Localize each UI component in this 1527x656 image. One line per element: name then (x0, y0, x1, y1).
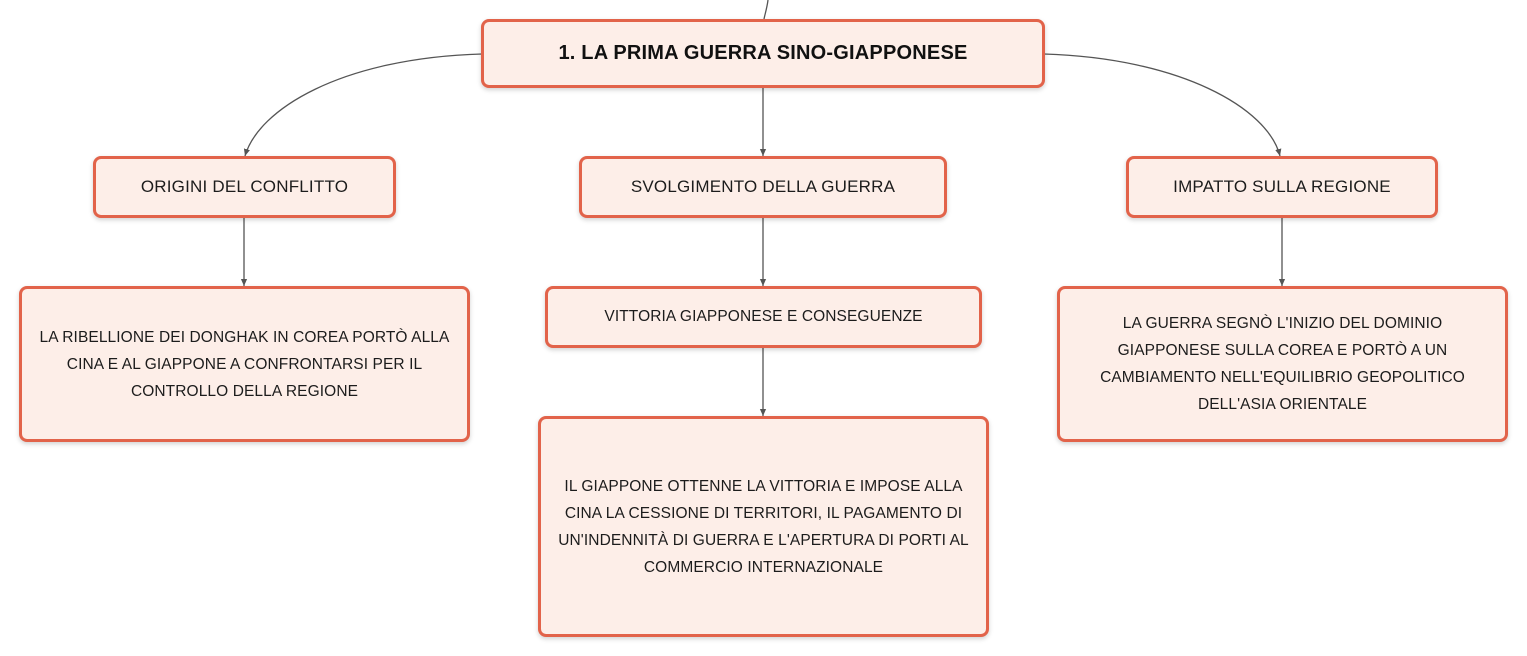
branch-node-label: SVOLGIMENTO DELLA GUERRA (630, 177, 896, 196)
branch-node-impatto[interactable] (1126, 156, 1438, 218)
detail-node-text: LA RIBELLIONE DEI DONGHAK IN COREA PORTÒ ALLA CINA E AL GIAPPONE A CONFRONTARSI PER IL CONTROLLO DELLA REGIONE (39, 328, 450, 400)
sub-node-label: VITTORIA GIAPPONESE E CONSEGUENZE (604, 308, 923, 325)
detail-node-origini[interactable] (19, 286, 470, 442)
connector-parent-to-root (764, 0, 768, 19)
connector-root-to-impatto (1044, 54, 1280, 156)
branch-node-origini[interactable] (93, 156, 396, 218)
detail-node-svolgimento[interactable] (538, 416, 989, 637)
branch-node-svolgimento[interactable] (579, 156, 947, 218)
root-node[interactable] (481, 19, 1045, 88)
detail-node-impatto[interactable] (1057, 286, 1508, 442)
branch-node-label: IMPATTO SULLA REGIONE (1173, 177, 1391, 196)
root-node-label: 1. LA PRIMA GUERRA SINO-GIAPPONESE (558, 42, 968, 64)
branch-node-label: ORIGINI DEL CONFLITTO (140, 177, 349, 196)
detail-node-text: IL GIAPPONE OTTENNE LA VITTORIA E IMPOSE ALLA CINA LA CESSIONE DI TERRITORI, IL PAGAMENTO DI UN'INDENNITÀ DI GUERRA E L'APERTURA DI PORTI AL COMMERCIO INTERNAZIONALE (558, 477, 969, 576)
detail-node-text: LA GUERRA SEGNÒ L'INIZIO DEL DOMINIO GIAPPONESE SULLA COREA E PORTÒ A UN CAMBIAMENTO NELL'EQUILIBRIO GEOPOLITICO DELL'ASIA ORIENTALE (1100, 315, 1465, 413)
connector-root-to-origini (245, 54, 482, 156)
sub-node-vittoria[interactable] (545, 286, 982, 348)
